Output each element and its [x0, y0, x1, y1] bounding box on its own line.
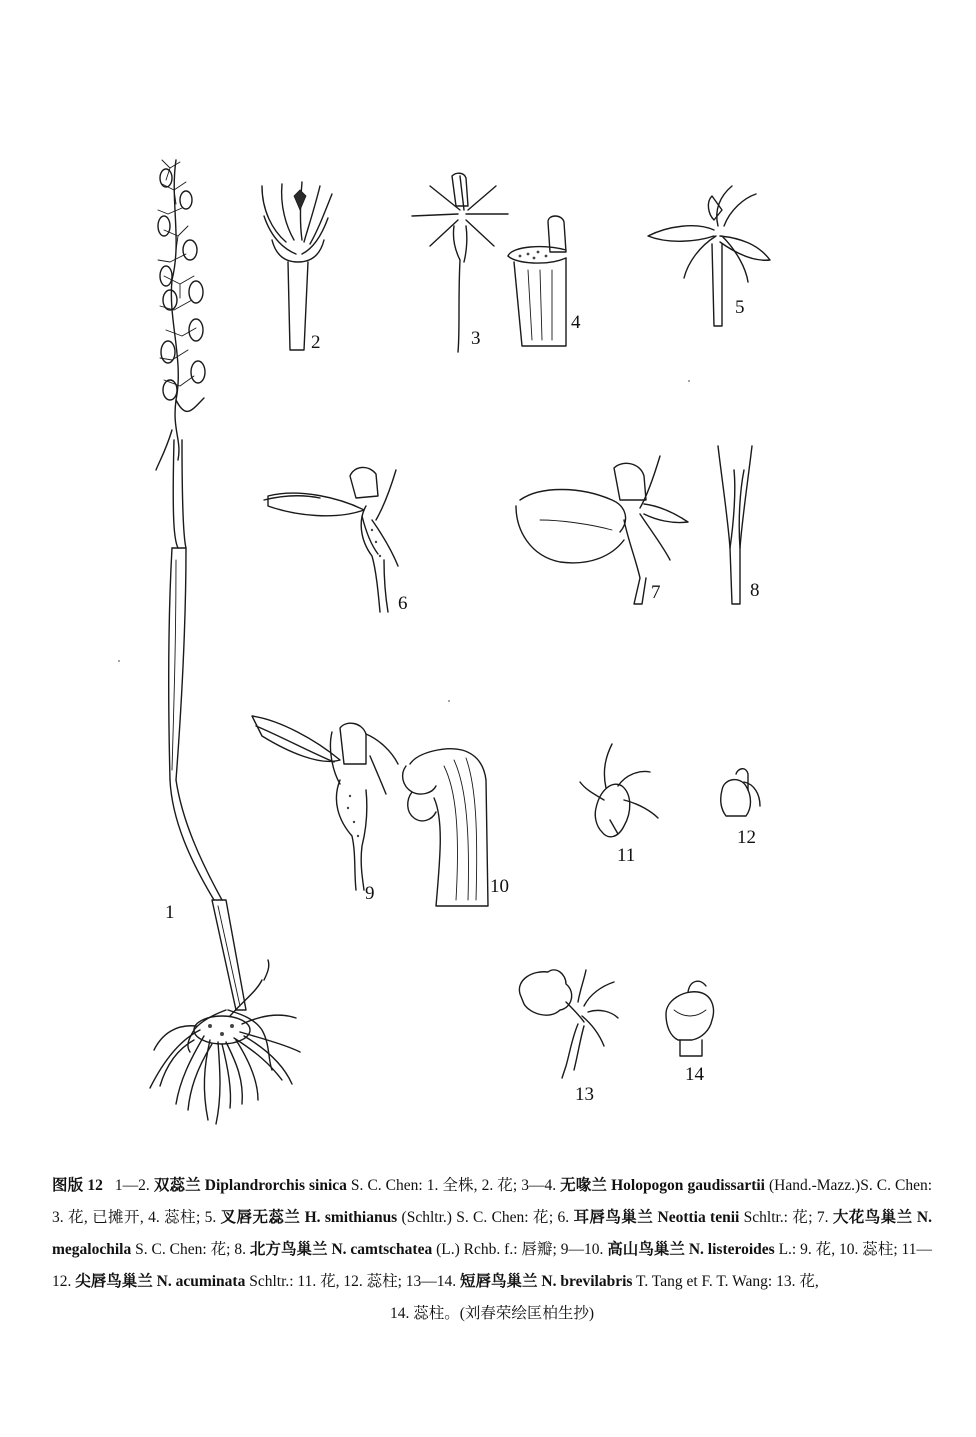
caption-species-name: 北方鸟巢兰 N. camtschatea [249, 1241, 433, 1258]
figure-11-flower [580, 744, 658, 837]
figure-number-10: 10 [490, 876, 509, 897]
print-speck [118, 660, 120, 662]
caption-species-name: 无喙兰 Holopogon gaudissartii [560, 1177, 765, 1194]
figure-number-9: 9 [365, 883, 375, 904]
figure-3-flower-spread [412, 173, 508, 352]
caption-species-name: 耳唇鸟巢兰 Neottia tenii [573, 1209, 740, 1226]
figure-number-13: 13 [575, 1084, 594, 1105]
figure-number-5: 5 [735, 297, 745, 318]
print-speck [448, 700, 450, 702]
caption-species-name: 尖唇鸟巢兰 N. acuminata [75, 1273, 246, 1290]
figure-number-14: 14 [685, 1064, 704, 1085]
figure-1-whole-plant [150, 160, 300, 1124]
figure-9-flower [252, 716, 398, 890]
caption-segment: 1—2. [114, 1177, 154, 1194]
figure-number-11: 11 [617, 845, 636, 866]
figure-number-3: 3 [471, 328, 481, 349]
caption-segment: Schltr.: 11. 花, 12. 蕊柱; 13—14. [245, 1273, 461, 1290]
figure-number-7: 7 [651, 582, 661, 603]
figure-number-2: 2 [311, 332, 321, 353]
figure-13-flower [519, 970, 618, 1078]
figure-6-flower [264, 467, 398, 612]
caption-text [52, 1177, 932, 1290]
figure-8-lip [718, 446, 752, 604]
figure-caption [52, 1170, 932, 1330]
caption-species-name: 双蕊兰 Diplandrorchis sinica [153, 1177, 347, 1194]
caption-segment: L.: 9. 花, 10. 蕊柱; 11—12. [52, 1241, 932, 1290]
figure-12-column [721, 769, 760, 816]
caption-segment: S. C. Chen: 1. 全株, 2. 花; 3—4. [346, 1177, 561, 1194]
caption-segment: (Hand.-Mazz.)S. C. Chen: 3. 花, 已摊开, 4. 蕊柱; 5. [52, 1177, 932, 1226]
plate-label: 图版 12 [52, 1177, 103, 1194]
figure-2-flower [262, 182, 332, 350]
figure-number-1: 1 [165, 902, 175, 923]
caption-segment: Schltr.: 花; 7. [739, 1209, 833, 1226]
figure-4-column [508, 216, 566, 346]
figure-7-flower [516, 456, 688, 604]
caption-species-name: 高山鸟巢兰 N. listeroides [607, 1241, 775, 1258]
caption-species-name: 叉唇无蕊兰 H. smithianus [220, 1209, 398, 1226]
figure-number-4: 4 [571, 312, 581, 333]
caption-species-name: 短唇鸟巢兰 N. brevilabris [460, 1273, 633, 1290]
caption-segment: T. Tang et F. T. Wang: 13. 花, [632, 1273, 819, 1290]
figure-number-6: 6 [398, 593, 408, 614]
figure-14-column [666, 981, 713, 1056]
figure-5-flower [648, 186, 770, 326]
figure-number-12: 12 [737, 827, 756, 848]
caption-segment: S. C. Chen: 花; 8. [131, 1241, 250, 1258]
caption-segment: (Schltr.) S. C. Chen: 花; 6. [397, 1209, 574, 1226]
caption-segment: (L.) Rchb. f.: 唇瓣; 9—10. [432, 1241, 608, 1258]
figure-10-column [403, 749, 488, 906]
caption-last-line: 14. 蕊柱。(刘春荣绘匡柏生抄) [389, 1305, 595, 1322]
figure-number-8: 8 [750, 580, 760, 601]
caption-species-name: 大花鸟巢兰 N. megalochila [52, 1209, 932, 1258]
print-speck [688, 380, 690, 382]
